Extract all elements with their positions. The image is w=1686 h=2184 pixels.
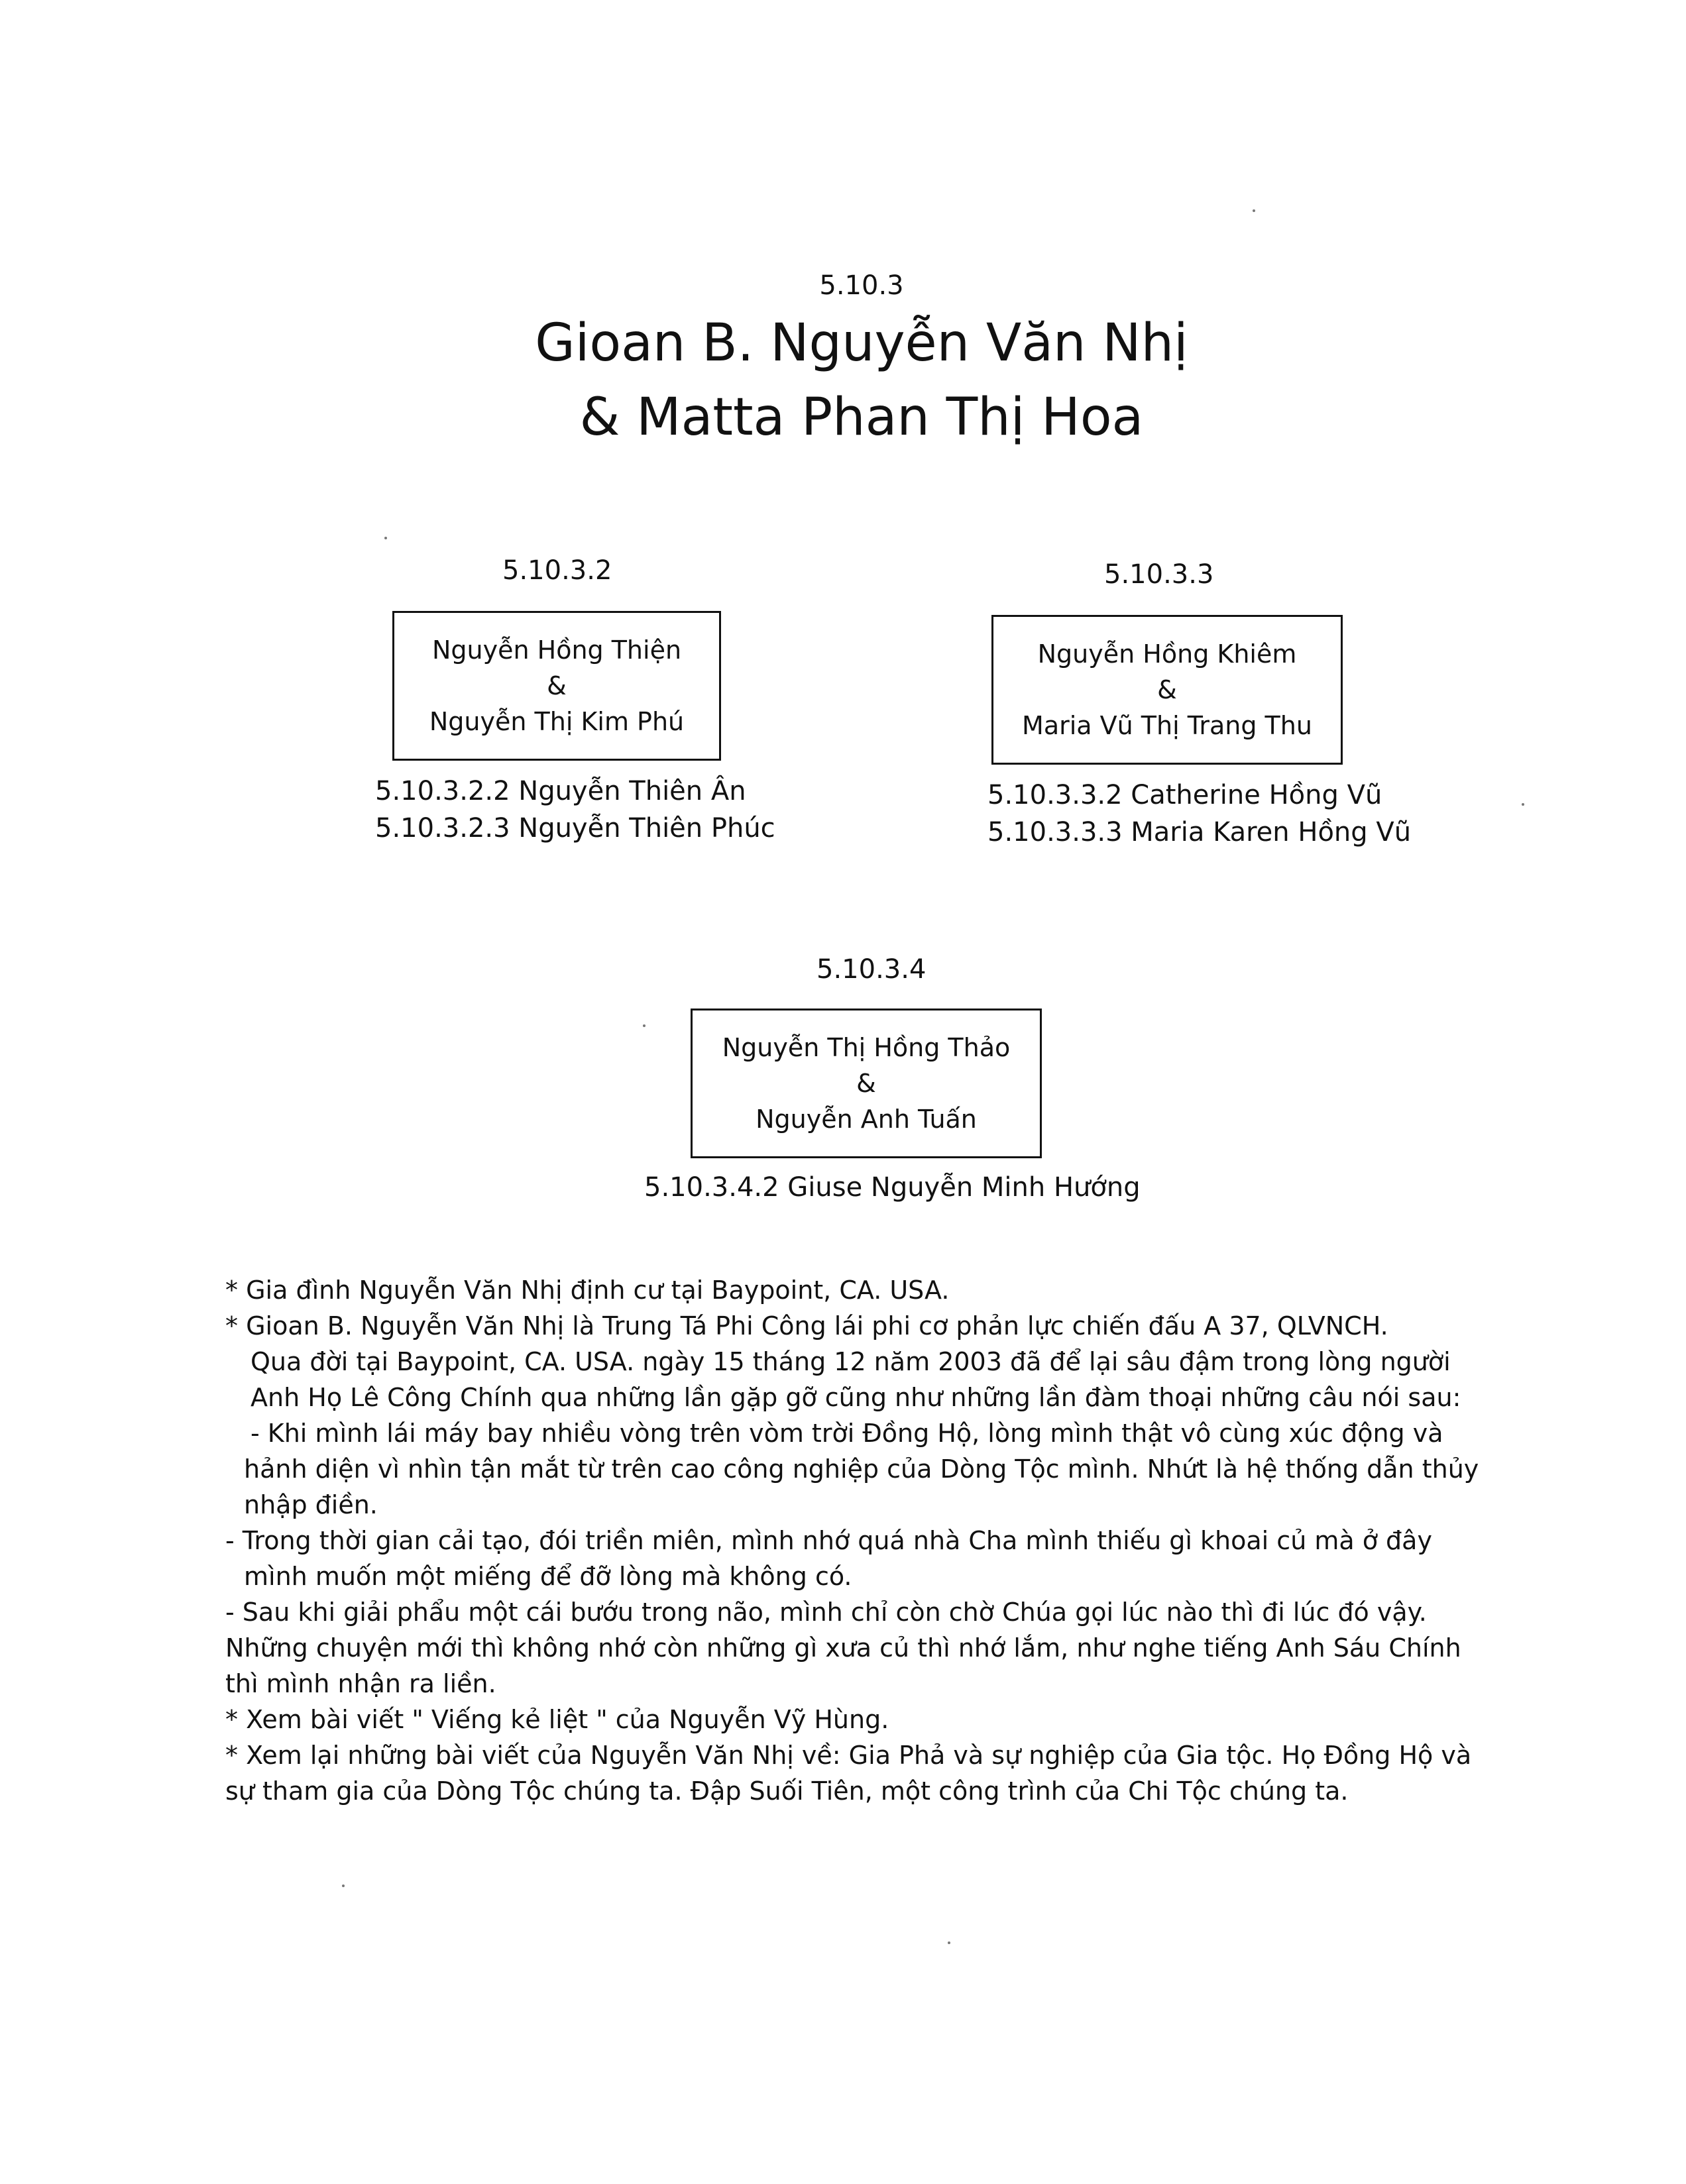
note-line: Qua đời tại Baypoint, CA. USA. ngày 15 tháng 12 năm 2003 đã để lại sâu đậm trong lòng người <box>251 1347 1451 1376</box>
child-entry: 5.10.3.2.2 Nguyễn Thiên Ân <box>375 776 746 806</box>
note-line: mình muốn một miếng để đỡ lòng mà không có. <box>244 1562 852 1591</box>
ampersand: & <box>547 671 567 700</box>
spouse-name: Maria Vũ Thị Trang Thu <box>1022 711 1312 740</box>
page-title-line2: & Matta Phan Thị Hoa <box>579 388 1144 447</box>
note-line: * Xem bài viết " Viếng kẻ liệt " của Nguyễn Vỹ Hùng. <box>225 1705 889 1734</box>
scan-speck <box>1253 209 1255 212</box>
scan-speck <box>643 1024 646 1027</box>
family-code: 5.10.3.3 <box>1104 559 1214 590</box>
note-line: Anh Họ Lê Công Chính qua những lần gặp gỡ cũng như những lần đàm thoại những câu nói sau: <box>251 1383 1461 1412</box>
page-title-line1: Gioan B. Nguyễn Văn Nhị <box>535 313 1188 373</box>
note-line: sự tham gia của Dòng Tộc chúng ta. Đập Suối Tiên, một công trình của Chi Tộc chúng ta. <box>225 1776 1349 1806</box>
ampersand: & <box>1157 675 1177 704</box>
spouse-name: Nguyễn Hồng Thiện <box>431 635 682 665</box>
family-box <box>991 615 1343 765</box>
note-line: nhập điền. <box>244 1490 378 1519</box>
note-line: thì mình nhận ra liền. <box>225 1669 496 1698</box>
note-line: * Gia đình Nguyễn Văn Nhị định cư tại Baypoint, CA. USA. <box>225 1276 950 1305</box>
notes-section <box>225 1272 1518 1809</box>
spouse-name: Nguyễn Thị Kim Phú <box>429 707 685 736</box>
family-code: 5.10.3.2 <box>502 555 612 586</box>
scan-speck <box>342 1884 345 1887</box>
family-box <box>691 1009 1042 1158</box>
note-line: Những chuyện mới thì không nhớ còn những gì xưa củ thì nhớ lắm, như nghe tiếng Anh Sáu Chính <box>225 1633 1461 1663</box>
spouse-name: Nguyễn Thị Hồng Thảo <box>722 1033 1011 1062</box>
spouse-name: Nguyễn Anh Tuấn <box>756 1105 977 1134</box>
scan-speck <box>948 1941 950 1944</box>
header-code: 5.10.3 <box>819 270 904 301</box>
note-line: - Trong thời gian cải tạo, đói triền miên, mình nhớ quá nhà Cha mình thiếu gì khoai củ mà ở đây <box>225 1526 1432 1555</box>
children-list <box>644 1169 1141 1206</box>
note-line: * Xem lại những bài viết của Nguyễn Văn Nhị về: Gia Phả và sự nghiệp của Gia tộc. Họ Đồng Hộ và <box>225 1741 1472 1770</box>
note-line: * Gioan B. Nguyễn Văn Nhị là Trung Tá Phi Công lái phi cơ phản lực chiến đấu A 37, QLVNCH. <box>225 1311 1388 1340</box>
child-entry: 5.10.3.2.3 Nguyễn Thiên Phúc <box>375 813 775 844</box>
scan-speck <box>384 537 387 539</box>
children-list <box>375 773 775 847</box>
child-entry: 5.10.3.4.2 Giuse Nguyễn Minh Hướng <box>644 1172 1141 1203</box>
child-entry: 5.10.3.3.2 Catherine Hồng Vũ <box>987 780 1382 810</box>
note-line: hảnh diện vì nhìn tận mắt từ trên cao công nghiệp của Dòng Tộc mình. Nhứt là hệ thống dẫn thủy <box>244 1454 1479 1484</box>
note-line: - Sau khi giải phẩu một cái bướu trong não, mình chỉ còn chờ Chúa gọi lúc nào thì đi lúc đó vậy. <box>225 1598 1427 1627</box>
scan-speck <box>1522 803 1524 806</box>
note-line: - Khi mình lái máy bay nhiều vòng trên vòm trời Đồng Hộ, lòng mình thật vô cùng xúc động và <box>251 1419 1443 1448</box>
children-list <box>987 777 1411 851</box>
family-code: 5.10.3.4 <box>816 954 927 985</box>
spouse-name: Nguyễn Hồng Khiêm <box>1037 639 1297 669</box>
ampersand: & <box>856 1069 876 1098</box>
child-entry: 5.10.3.3.3 Maria Karen Hồng Vũ <box>987 817 1412 847</box>
family-box <box>392 611 721 761</box>
